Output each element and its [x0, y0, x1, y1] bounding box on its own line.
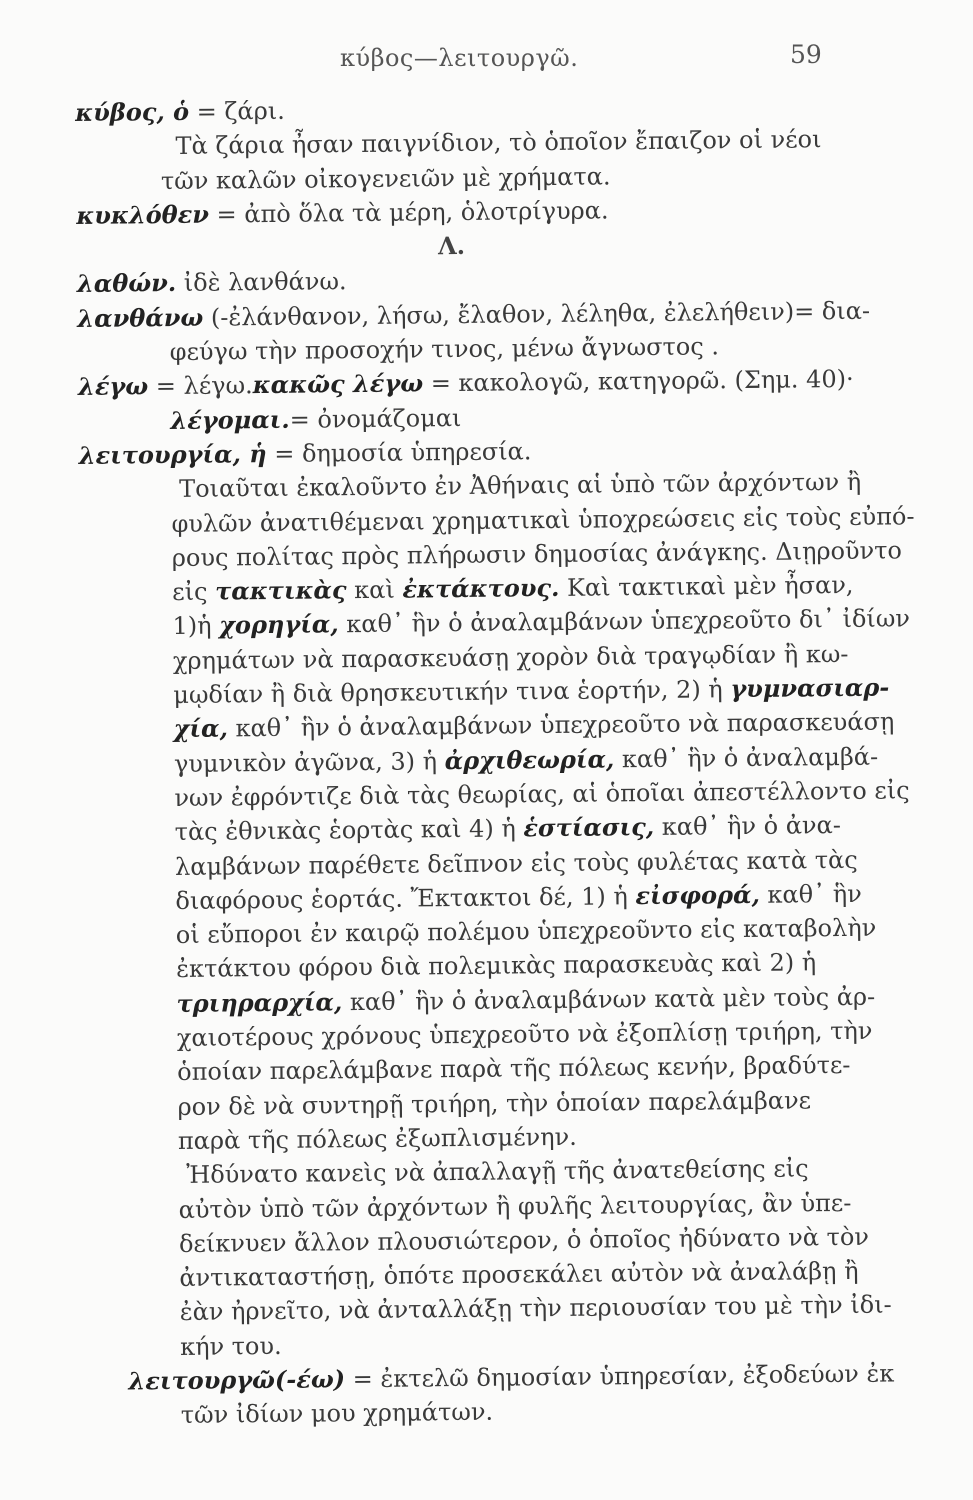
text-span: διαφόρους ἑορτάς. Ἔκτακτοι δέ, 1) ἡ	[175, 882, 636, 915]
headword: κυκλόθεν	[76, 199, 210, 230]
section-letter: Λ.	[437, 231, 466, 261]
text-line: φεύγω τὴν προσοχήν τινος, μένω ἄγνωστος .	[169, 332, 720, 367]
text-line: ρους πολίτας πρὸς πλήρωσιν δημοσίας ἀνάγκης. Διῃροῦντο	[171, 536, 902, 572]
text-span: 1)ἡ	[172, 611, 220, 641]
emphasis-term: εἰσφορά,	[635, 879, 760, 911]
text-line: ἐὰν ἠρνεῖτο, νὰ ἀνταλλάξῃ τὴν περιουσίαν του μὲ τὴν ἰδι-	[179, 1290, 892, 1327]
headword: λέγω	[77, 371, 149, 402]
text-span: Καὶ τακτικαὶ μὲν ἦσαν,	[559, 571, 854, 603]
definition: = ἀπὸ ὅλα τὰ μέρη, ὁλοτρίγυρα.	[208, 196, 609, 229]
definition-tail: = κακολογῶ, κατηγορῶ. (Σημ. 40)·	[422, 365, 854, 398]
text-line: παρὰ τῆς πόλεως ἐξωπλισμένην.	[177, 1122, 577, 1155]
page-header	[0, 40, 973, 80]
text-line: ἀντικαταστήσῃ, ὁπότε προσεκάλει αὐτὸν νὰ ἀναλάβῃ ἢ	[179, 1256, 859, 1293]
emphasis-term: ἑστίασις,	[523, 812, 655, 843]
definition: = λέγω.	[148, 371, 253, 401]
text-line: Τοιαῦται ἐκαλοῦντο ἐν Ἀθήναις αἱ ὑπὸ τῶν ἀρχόντων ἢ	[178, 468, 862, 504]
emphasis-term: λέγομαι.	[170, 404, 290, 435]
text-span: γυμνικὸν ἀγῶνα, 3) ἡ	[173, 746, 445, 778]
headword: λειτουργῶ(-έω)	[128, 1364, 346, 1396]
definition: = ζάρι.	[188, 96, 285, 126]
text-line: λαμβάνων παρέθετε δεῖπνον εἰς τοὺς φυλέτας κατὰ τὰς	[174, 845, 858, 881]
text-line: τῶν ἰδίων μου χρημάτων.	[180, 1397, 494, 1430]
emphasis-term: τριηραρχία,	[176, 986, 343, 1018]
headword: λαθών.	[76, 268, 177, 299]
page-number: 59	[790, 40, 822, 69]
definition: (-ἐλάνθανον, λήσω, ἔλαθον, λέληθα, ἐλελήθειν)= δια-	[203, 296, 871, 332]
emphasis-term: χορηγία,	[219, 609, 339, 640]
headword: λειτουργία, ἡ	[78, 438, 267, 470]
text-line: ἐκτάκτου φόρου διὰ πολεμικὰς παρασκευὰς καὶ 2) ἡ	[176, 948, 817, 984]
headword: λανθάνω	[77, 302, 204, 333]
definition-tail: = ὀνομάζομαι	[289, 403, 462, 434]
text-line: αὐτὸν ὑπὸ τῶν ἀρχόντων ἢ φυλῆς λειτουργίας, ἂν ὑπε-	[178, 1188, 852, 1224]
text-span: καθ᾽ ἣν ὁ ἀναλαμβά-	[614, 742, 879, 774]
emphasis-term: γυμνασιαρ-	[730, 672, 890, 704]
text-span: καθ᾽ ἣν ὁ ἀναλαμβάνων ὑπεχρεοῦτο νὰ παρασκευάσῃ	[227, 707, 895, 743]
emphasis-term: ἀρχιθεωρία,	[444, 744, 615, 775]
emphasis-term: ἐκτάκτους.	[402, 573, 560, 604]
text-span: καθ᾽ ἣν ὁ ἀναλαμβάνων κατὰ μὲν τοὺς ἀρ-	[342, 982, 876, 1016]
text-line: νων ἐφρόντιζε διὰ τὰς θεωρίας, αἱ ὁποῖαι ἀπεστέλλοντο εἰς	[174, 776, 910, 812]
text-line: τῶν καλῶν οἰκογενειῶν μὲ χρήματα.	[160, 161, 611, 195]
text-span: μῳδίαν ἢ διὰ θρησκευτικήν τινα ἑορτήν, 2) ἡ	[173, 675, 731, 710]
text-line: ρον δὲ νὰ συντηρῇ τριήρη, τὴν ὁποίαν παρελάμβανε	[177, 1085, 812, 1121]
text-span: καὶ	[346, 575, 403, 605]
dictionary-body	[75, 88, 915, 1434]
text-span: καθ᾽ ἣν ὁ ἀνα-	[654, 811, 841, 842]
text-line: φυλῶν ἀνατιθέμεναι χρηματικαὶ ὑποχρεώσεις εἰς τοὺς εὐπό-	[171, 501, 915, 538]
text-span: εἰς	[172, 577, 216, 607]
headword: κύβος, ὁ	[75, 96, 190, 127]
text-line: ὁποίαν παρελάμβανε παρὰ τῆς πόλεως κενήν, βραδύτε-	[177, 1051, 851, 1087]
definition: ἰδὲ λανθάνω.	[175, 267, 347, 298]
text-line: χαιοτέρους χρόνους ὑπεχρεοῦτο νὰ ἐξοπλίσῃ τριήρη, τὴν	[176, 1016, 873, 1052]
emphasis-term: κακῶς λέγω	[252, 368, 424, 400]
definition: = ἐκτελῶ δημοσίαν ὑπηρεσίαν, ἐξοδεύων ἐκ	[344, 1359, 895, 1394]
text-span: καθ᾽ ἣν	[759, 879, 862, 909]
text-span: τὰς ἐθνικὰς ἑορτὰς καὶ 4) ἡ	[174, 814, 524, 847]
emphasis-term: χία,	[173, 713, 229, 744]
text-span: καθ᾽ ἣν ὁ ἀναλαμβάνων ὑπεχρεοῦτο δι᾽ ἰδίων	[338, 604, 911, 639]
text-line: Τὰ ζάρια ἦσαν παιγνίδιον, τὸ ὁποῖον ἔπαιζον οἱ νέοι	[175, 125, 822, 161]
running-head: κύβος—λειτουργῶ.	[340, 44, 579, 72]
text-line: χρημάτων νὰ παρασκευάσῃ χορὸν διὰ τραγῳδίαν ἢ κω-	[172, 639, 849, 675]
emphasis-term: τακτικὰς	[214, 575, 347, 606]
text-line: οἱ εὔποροι ἐν καιρῷ πολέμου ὑπεχρεοῦντο εἰς καταβολὴν	[175, 913, 877, 950]
definition: = δημοσία ὑπηρεσία.	[266, 437, 532, 468]
text-line: Ἠδύνατο κανεὶς νὰ ἀπαλλαγῇ τῆς ἀνατεθείσης εἰς	[186, 1154, 809, 1190]
text-line: κήν του.	[179, 1331, 282, 1361]
text-line: δείκνυεν ἄλλον πλουσιώτερον, ὁ ὁποῖος ἠδύνατο νὰ τὸν	[178, 1222, 870, 1258]
